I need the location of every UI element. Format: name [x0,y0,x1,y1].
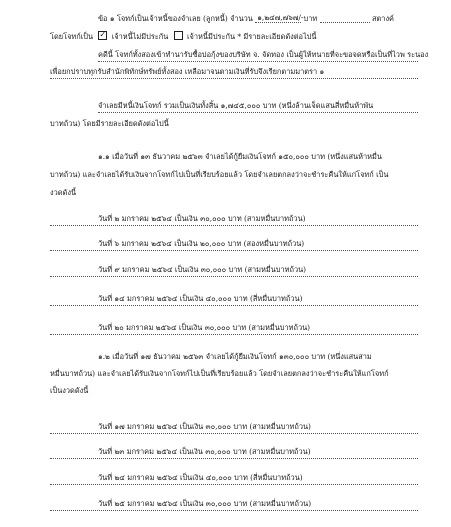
installment-row: วันที่ ๒๕ มกราคม ๒๕๖๔ เป็นเงิน ๓๐,๐๐๐ บาท (สามหมื่นบาทถ้วน) [50,499,418,511]
secured-checkbox[interactable] [174,31,183,40]
item-1-1-line-1: ๑.๑ เมื่อวันที่ ๑๓ ธันวาคม ๒๕๖๓ จำเลยได้กู้ยืมเงินโจทก์ ๑๕๐,๐๐๐ บาท (หนึ่งแสนห้าหมื่น [98,152,382,161]
claim-intro-text: ข้อ ๑ โจทก์เป็นเจ้าหนี้ของจำเลย (ลูกหนี้) จำนวน [98,14,253,23]
creditor-type-line [50,31,316,41]
installment-row: วันที่ ๒๓ มกราคม ๒๕๖๔ เป็นเงิน ๓๐,๐๐๐ บาท (สามหมื่นบาทถ้วน) [50,447,418,459]
installment-row: วันที่ ๒๔ มกราคม ๒๕๖๔ เป็นเงิน ๔๐,๐๐๐ บาท (สี่หมื่นบาทถ้วน) [50,473,418,485]
installment-row: วันที่ ๑๔ มกราคม ๒๕๖๔ เป็นเงิน ๔๐,๐๐๐ บาท (สี่หมื่นบาทถ้วน) [50,294,418,306]
currency-label: บาท [303,14,318,23]
claim-amount: ๑,๒๔๗,๗๖๗/- [257,13,304,22]
item-1-2-line-3: เป็นงวดดังนี้ [50,386,89,395]
claim-amount-line [98,14,394,24]
item-1-1-line-2: บาทถ้วน) และจำเลยได้รับเงินจากโจทก์ไปเป็นที่เรียบร้อยแล้ว โดยจำเลยตกลงว่าจะชำระคืนให้แก่โจทก์ เป็น [50,170,389,179]
creditor-type-prefix: โดยโจทก์เป็น [50,32,94,41]
unsecured-checkbox[interactable] [98,31,107,40]
installment-row: วันที่ ๒ มกราคม ๒๕๖๔ เป็นเงิน ๓๐,๐๐๐ บาท (สามหมื่นบาทถ้วน) [50,214,418,226]
installment-row: วันที่ ๑๗ มกราคม ๒๕๖๔ เป็นเงิน ๓๐,๐๐๐ บาท (สามหมื่นบาทถ้วน) [50,422,418,434]
satang-label: สตางค์ [371,14,394,23]
installment-row: วันที่ ๖ มกราคม ๒๕๖๔ เป็นเงิน ๒๐,๐๐๐ บาท (สองหมื่นบาทถ้วน) [50,239,418,251]
details-note: * มีรายละเอียดดังต่อไปนี้ [237,32,317,41]
total-debt-line: จำเลยมีหนี้เงินโจทก์ รวมเป็นเงินทั้งสิ้น ๑,๗๔๕,๐๐๐ บาท (หนึ่งล้านเจ็ดแสนสี่หมื่นห้าพัน [98,101,418,113]
case-detail-line-1: คดีนี้ โจทก์ทั้งสองเข้าทำนารับซื้อบ่อกุ้งของบริษัท จ. จัดทอง เป็นผู้ให้ทนายที่จะขอจดหรือเป็นที่ไวพ ระนอง [98,50,418,62]
installment-row: วันที่ ๒๐ มกราคม ๒๕๖๔ เป็นเงิน ๓๐,๐๐๐ บาท (สามหมื่นบาทถ้วน) [50,323,418,335]
item-1-2-line-2: หมื่นบาทถ้วน) และจำเลยได้รับเงินจากโจทก์ไปเป็นที่เรียบร้อยแล้ว โดยจำเลยตกลงว่าจะชำระคืนให้แก่โจทก์ [50,369,389,378]
item-1-1-line-3: งวดดังนี้ [50,188,77,197]
total-debt-line-2: บาทถ้วน) โดยมีรายละเอียดดังต่อไปนี้ [50,119,169,128]
item-1-2-line-1: ๑.๒ เมื่อวันที่ ๑๗ ธันวาคม ๒๕๖๓ จำเลยได้กู้ยืมเงินโจทก์ ๑๓๐,๐๐๐ บาท (หนึ่งแสนสาม [98,352,372,361]
secured-label: เจ้าหนี้มีประกัน [187,32,235,41]
installment-row: วันที่ ๙ มกราคม ๒๕๖๔ เป็นเงิน ๓๐,๐๐๐ บาท (สามหมื่นบาทถ้วน) [50,265,418,277]
unsecured-label: เจ้าหนี้ไม่มีประกัน [111,32,169,41]
case-detail-line-2: เพื่อยกปราบทุกรับสำนักพิทักษ์ทรัพย์ทั้งสอง เหลือมาจนตามเงินที่รับจึงเรียกตามมาตรา ๑ [50,67,418,79]
